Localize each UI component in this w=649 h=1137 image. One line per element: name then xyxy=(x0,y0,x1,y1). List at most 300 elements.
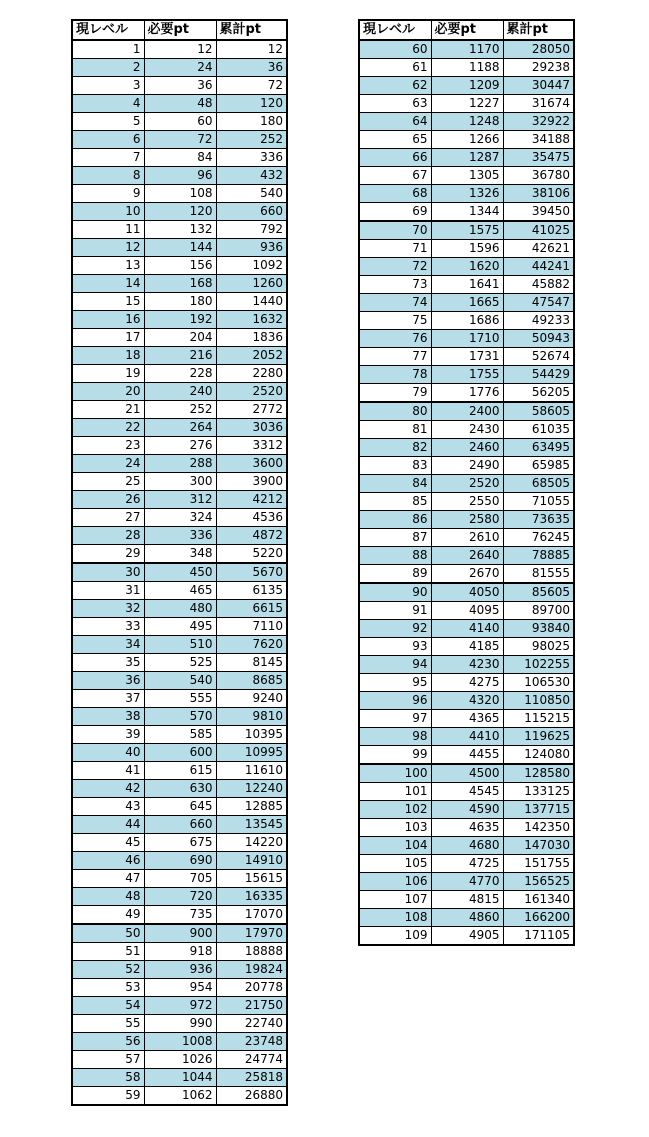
cell-required-pt: 180 xyxy=(144,293,216,311)
cell-level: 20 xyxy=(72,383,144,401)
cell-level: 12 xyxy=(72,239,144,257)
cell-cumulative-pt: 49233 xyxy=(503,312,574,330)
cell-cumulative-pt: 5670 xyxy=(216,563,287,582)
cell-cumulative-pt: 36 xyxy=(216,59,287,77)
cell-level: 103 xyxy=(359,819,431,837)
cell-cumulative-pt: 4536 xyxy=(216,509,287,527)
cell-required-pt: 216 xyxy=(144,347,216,365)
cell-cumulative-pt: 78885 xyxy=(503,547,574,565)
table-row xyxy=(359,529,574,547)
level-table-right-body xyxy=(359,40,574,945)
cell-level: 29 xyxy=(72,545,144,564)
cell-level: 44 xyxy=(72,816,144,834)
cell-cumulative-pt: 540 xyxy=(216,185,287,203)
cell-required-pt: 570 xyxy=(144,708,216,726)
cell-level: 77 xyxy=(359,348,431,366)
table-row xyxy=(72,1015,287,1033)
cell-cumulative-pt: 3312 xyxy=(216,437,287,455)
header-cumulative-pt: 累計pt xyxy=(503,20,574,40)
cell-cumulative-pt: 16335 xyxy=(216,888,287,906)
cell-level: 8 xyxy=(72,167,144,185)
cell-cumulative-pt: 54429 xyxy=(503,366,574,384)
cell-cumulative-pt: 3900 xyxy=(216,473,287,491)
table-row xyxy=(72,961,287,979)
cell-level: 96 xyxy=(359,692,431,710)
cell-cumulative-pt: 29238 xyxy=(503,59,574,77)
cell-level: 68 xyxy=(359,185,431,203)
table-row xyxy=(72,59,287,77)
table-row xyxy=(72,509,287,527)
cell-level: 90 xyxy=(359,583,431,602)
cell-cumulative-pt: 85605 xyxy=(503,583,574,602)
cell-level: 67 xyxy=(359,167,431,185)
table-row xyxy=(72,726,287,744)
cell-required-pt: 1227 xyxy=(431,95,503,113)
cell-cumulative-pt: 13545 xyxy=(216,816,287,834)
table-row xyxy=(359,746,574,765)
table-row xyxy=(359,59,574,77)
cell-cumulative-pt: 106530 xyxy=(503,674,574,692)
cell-required-pt: 735 xyxy=(144,906,216,925)
cell-cumulative-pt: 12240 xyxy=(216,780,287,798)
cell-level: 87 xyxy=(359,529,431,547)
cell-cumulative-pt: 12 xyxy=(216,40,287,59)
cell-cumulative-pt: 120 xyxy=(216,95,287,113)
cell-required-pt: 4635 xyxy=(431,819,503,837)
cell-required-pt: 4095 xyxy=(431,602,503,620)
header-level: 現レベル xyxy=(359,20,431,40)
table-row xyxy=(359,855,574,873)
table-row xyxy=(359,185,574,203)
cell-cumulative-pt: 23748 xyxy=(216,1033,287,1051)
cell-required-pt: 2580 xyxy=(431,511,503,529)
cell-cumulative-pt: 32922 xyxy=(503,113,574,131)
cell-required-pt: 954 xyxy=(144,979,216,997)
cell-required-pt: 2520 xyxy=(431,475,503,493)
cell-cumulative-pt: 72 xyxy=(216,77,287,95)
cell-cumulative-pt: 1836 xyxy=(216,329,287,347)
cell-cumulative-pt: 34188 xyxy=(503,131,574,149)
cell-level: 33 xyxy=(72,618,144,636)
table-row xyxy=(72,221,287,239)
table-row xyxy=(72,870,287,888)
table-row xyxy=(72,906,287,925)
cell-level: 106 xyxy=(359,873,431,891)
cell-cumulative-pt: 142350 xyxy=(503,819,574,837)
cell-required-pt: 36 xyxy=(144,77,216,95)
cell-level: 50 xyxy=(72,924,144,943)
table-row xyxy=(72,131,287,149)
table-row xyxy=(359,294,574,312)
cell-cumulative-pt: 39450 xyxy=(503,203,574,222)
cell-cumulative-pt: 89700 xyxy=(503,602,574,620)
cell-required-pt: 2400 xyxy=(431,402,503,421)
cell-cumulative-pt: 151755 xyxy=(503,855,574,873)
cell-required-pt: 156 xyxy=(144,257,216,275)
cell-required-pt: 600 xyxy=(144,744,216,762)
level-table-right xyxy=(358,19,575,946)
table-row xyxy=(72,1087,287,1106)
cell-level: 49 xyxy=(72,906,144,925)
cell-cumulative-pt: 792 xyxy=(216,221,287,239)
cell-required-pt: 690 xyxy=(144,852,216,870)
cell-cumulative-pt: 171105 xyxy=(503,927,574,946)
table-row xyxy=(72,1069,287,1087)
table-row xyxy=(72,618,287,636)
table-row xyxy=(359,203,574,222)
cell-cumulative-pt: 180 xyxy=(216,113,287,131)
cell-cumulative-pt: 252 xyxy=(216,131,287,149)
header-row xyxy=(359,20,574,40)
cell-level: 47 xyxy=(72,870,144,888)
table-row xyxy=(359,348,574,366)
cell-cumulative-pt: 7620 xyxy=(216,636,287,654)
table-row xyxy=(359,439,574,457)
cell-level: 66 xyxy=(359,149,431,167)
cell-level: 38 xyxy=(72,708,144,726)
cell-level: 21 xyxy=(72,401,144,419)
cell-level: 61 xyxy=(359,59,431,77)
table-row xyxy=(72,798,287,816)
cell-cumulative-pt: 110850 xyxy=(503,692,574,710)
cell-level: 105 xyxy=(359,855,431,873)
cell-level: 58 xyxy=(72,1069,144,1087)
cell-required-pt: 4770 xyxy=(431,873,503,891)
cell-cumulative-pt: 2052 xyxy=(216,347,287,365)
table-row xyxy=(359,493,574,511)
table-row xyxy=(359,366,574,384)
cell-required-pt: 615 xyxy=(144,762,216,780)
cell-required-pt: 72 xyxy=(144,131,216,149)
cell-required-pt: 2670 xyxy=(431,565,503,584)
cell-cumulative-pt: 14910 xyxy=(216,852,287,870)
cell-required-pt: 276 xyxy=(144,437,216,455)
cell-cumulative-pt: 6615 xyxy=(216,600,287,618)
cell-level: 91 xyxy=(359,602,431,620)
cell-level: 85 xyxy=(359,493,431,511)
cell-cumulative-pt: 41025 xyxy=(503,221,574,240)
table-row xyxy=(359,692,574,710)
cell-level: 34 xyxy=(72,636,144,654)
cell-required-pt: 1326 xyxy=(431,185,503,203)
cell-level: 19 xyxy=(72,365,144,383)
table-row xyxy=(72,365,287,383)
cell-required-pt: 1287 xyxy=(431,149,503,167)
table-row xyxy=(359,801,574,819)
cell-required-pt: 240 xyxy=(144,383,216,401)
cell-level: 102 xyxy=(359,801,431,819)
cell-cumulative-pt: 8685 xyxy=(216,672,287,690)
cell-level: 109 xyxy=(359,927,431,946)
cell-required-pt: 1248 xyxy=(431,113,503,131)
cell-required-pt: 252 xyxy=(144,401,216,419)
cell-required-pt: 525 xyxy=(144,654,216,672)
cell-level: 81 xyxy=(359,421,431,439)
cell-cumulative-pt: 12885 xyxy=(216,798,287,816)
cell-cumulative-pt: 137715 xyxy=(503,801,574,819)
cell-level: 92 xyxy=(359,620,431,638)
cell-cumulative-pt: 73635 xyxy=(503,511,574,529)
cell-cumulative-pt: 20778 xyxy=(216,979,287,997)
cell-required-pt: 1776 xyxy=(431,384,503,403)
cell-required-pt: 144 xyxy=(144,239,216,257)
cell-level: 43 xyxy=(72,798,144,816)
table-row xyxy=(359,710,574,728)
table-row xyxy=(72,203,287,221)
table-row xyxy=(72,167,287,185)
table-row xyxy=(359,149,574,167)
cell-level: 89 xyxy=(359,565,431,584)
table-row xyxy=(72,77,287,95)
cell-cumulative-pt: 124080 xyxy=(503,746,574,765)
header-required-pt: 必要pt xyxy=(431,20,503,40)
cell-level: 73 xyxy=(359,276,431,294)
cell-level: 24 xyxy=(72,455,144,473)
cell-required-pt: 228 xyxy=(144,365,216,383)
table-row xyxy=(72,113,287,131)
cell-required-pt: 4815 xyxy=(431,891,503,909)
table-row xyxy=(359,583,574,602)
table-row xyxy=(72,401,287,419)
cell-level: 79 xyxy=(359,384,431,403)
cell-required-pt: 2460 xyxy=(431,439,503,457)
cell-required-pt: 2640 xyxy=(431,547,503,565)
cell-cumulative-pt: 45882 xyxy=(503,276,574,294)
cell-required-pt: 264 xyxy=(144,419,216,437)
table-row xyxy=(72,690,287,708)
cell-cumulative-pt: 3600 xyxy=(216,455,287,473)
cell-required-pt: 24 xyxy=(144,59,216,77)
table-row xyxy=(72,149,287,167)
cell-cumulative-pt: 76245 xyxy=(503,529,574,547)
table-row xyxy=(72,239,287,257)
cell-level: 97 xyxy=(359,710,431,728)
table-row xyxy=(359,421,574,439)
table-row xyxy=(72,40,287,59)
table-row xyxy=(359,819,574,837)
cell-required-pt: 288 xyxy=(144,455,216,473)
cell-cumulative-pt: 2772 xyxy=(216,401,287,419)
cell-required-pt: 990 xyxy=(144,1015,216,1033)
cell-cumulative-pt: 52674 xyxy=(503,348,574,366)
cell-level: 100 xyxy=(359,764,431,783)
cell-required-pt: 1266 xyxy=(431,131,503,149)
table-row xyxy=(359,276,574,294)
table-row xyxy=(359,475,574,493)
table-row xyxy=(359,909,574,927)
cell-level: 13 xyxy=(72,257,144,275)
cell-required-pt: 1044 xyxy=(144,1069,216,1087)
level-table-left-body xyxy=(72,40,287,1105)
cell-level: 31 xyxy=(72,582,144,600)
table-row xyxy=(72,545,287,564)
cell-required-pt: 2550 xyxy=(431,493,503,511)
cell-cumulative-pt: 2280 xyxy=(216,365,287,383)
cell-level: 84 xyxy=(359,475,431,493)
cell-required-pt: 300 xyxy=(144,473,216,491)
cell-level: 42 xyxy=(72,780,144,798)
table-row xyxy=(72,383,287,401)
cell-required-pt: 450 xyxy=(144,563,216,582)
cell-cumulative-pt: 147030 xyxy=(503,837,574,855)
cell-required-pt: 1575 xyxy=(431,221,503,240)
table-row xyxy=(72,257,287,275)
cell-level: 95 xyxy=(359,674,431,692)
table-row xyxy=(359,602,574,620)
cell-cumulative-pt: 2520 xyxy=(216,383,287,401)
cell-level: 5 xyxy=(72,113,144,131)
table-row xyxy=(359,312,574,330)
cell-required-pt: 4410 xyxy=(431,728,503,746)
cell-level: 108 xyxy=(359,909,431,927)
table-row xyxy=(72,329,287,347)
table-row xyxy=(72,672,287,690)
cell-cumulative-pt: 936 xyxy=(216,239,287,257)
table-row xyxy=(359,783,574,801)
table-row xyxy=(72,762,287,780)
cell-cumulative-pt: 128580 xyxy=(503,764,574,783)
cell-level: 45 xyxy=(72,834,144,852)
table-row xyxy=(359,77,574,95)
cell-required-pt: 510 xyxy=(144,636,216,654)
cell-required-pt: 2610 xyxy=(431,529,503,547)
cell-level: 11 xyxy=(72,221,144,239)
table-row xyxy=(359,728,574,746)
cell-cumulative-pt: 65985 xyxy=(503,457,574,475)
cell-required-pt: 96 xyxy=(144,167,216,185)
cell-required-pt: 60 xyxy=(144,113,216,131)
cell-required-pt: 204 xyxy=(144,329,216,347)
cell-level: 56 xyxy=(72,1033,144,1051)
cell-level: 65 xyxy=(359,131,431,149)
table-row xyxy=(359,131,574,149)
cell-required-pt: 4590 xyxy=(431,801,503,819)
table-row xyxy=(72,600,287,618)
cell-required-pt: 48 xyxy=(144,95,216,113)
table-row xyxy=(72,311,287,329)
cell-required-pt: 84 xyxy=(144,149,216,167)
cell-cumulative-pt: 93840 xyxy=(503,620,574,638)
cell-cumulative-pt: 47547 xyxy=(503,294,574,312)
table-row xyxy=(72,95,287,113)
cell-cumulative-pt: 166200 xyxy=(503,909,574,927)
table-row xyxy=(72,979,287,997)
cell-cumulative-pt: 4872 xyxy=(216,527,287,545)
cell-cumulative-pt: 50943 xyxy=(503,330,574,348)
cell-cumulative-pt: 58605 xyxy=(503,402,574,421)
table-row xyxy=(72,708,287,726)
cell-cumulative-pt: 30447 xyxy=(503,77,574,95)
cell-level: 82 xyxy=(359,439,431,457)
table-row xyxy=(359,656,574,674)
cell-cumulative-pt: 8145 xyxy=(216,654,287,672)
cell-required-pt: 4230 xyxy=(431,656,503,674)
cell-required-pt: 4905 xyxy=(431,927,503,946)
cell-required-pt: 1305 xyxy=(431,167,503,185)
header-level: 現レベル xyxy=(72,20,144,40)
cell-required-pt: 1641 xyxy=(431,276,503,294)
cell-level: 26 xyxy=(72,491,144,509)
cell-level: 2 xyxy=(72,59,144,77)
cell-required-pt: 2490 xyxy=(431,457,503,475)
table-row xyxy=(72,437,287,455)
table-row xyxy=(72,455,287,473)
table-row xyxy=(72,185,287,203)
table-row xyxy=(72,924,287,943)
cell-cumulative-pt: 42621 xyxy=(503,240,574,258)
cell-cumulative-pt: 1632 xyxy=(216,311,287,329)
cell-required-pt: 2430 xyxy=(431,421,503,439)
cell-level: 14 xyxy=(72,275,144,293)
cell-required-pt: 1731 xyxy=(431,348,503,366)
cell-level: 30 xyxy=(72,563,144,582)
table-row xyxy=(72,654,287,672)
cell-level: 35 xyxy=(72,654,144,672)
cell-level: 3 xyxy=(72,77,144,95)
table-row xyxy=(359,638,574,656)
cell-level: 28 xyxy=(72,527,144,545)
cell-level: 74 xyxy=(359,294,431,312)
cell-cumulative-pt: 56205 xyxy=(503,384,574,403)
table-row xyxy=(359,674,574,692)
table-row xyxy=(72,347,287,365)
cell-cumulative-pt: 36780 xyxy=(503,167,574,185)
cell-cumulative-pt: 21750 xyxy=(216,997,287,1015)
cell-cumulative-pt: 6135 xyxy=(216,582,287,600)
cell-cumulative-pt: 1092 xyxy=(216,257,287,275)
cell-level: 88 xyxy=(359,547,431,565)
cell-required-pt: 1665 xyxy=(431,294,503,312)
cell-cumulative-pt: 660 xyxy=(216,203,287,221)
cell-cumulative-pt: 10395 xyxy=(216,726,287,744)
cell-required-pt: 900 xyxy=(144,924,216,943)
cell-required-pt: 4320 xyxy=(431,692,503,710)
cell-required-pt: 465 xyxy=(144,582,216,600)
cell-level: 48 xyxy=(72,888,144,906)
cell-cumulative-pt: 63495 xyxy=(503,439,574,457)
table-row xyxy=(72,997,287,1015)
table-row xyxy=(72,888,287,906)
cell-required-pt: 4680 xyxy=(431,837,503,855)
cell-cumulative-pt: 17970 xyxy=(216,924,287,943)
cell-required-pt: 348 xyxy=(144,545,216,564)
cell-required-pt: 336 xyxy=(144,527,216,545)
cell-required-pt: 555 xyxy=(144,690,216,708)
table-row xyxy=(72,1051,287,1069)
cell-required-pt: 645 xyxy=(144,798,216,816)
table-row xyxy=(359,927,574,946)
cell-level: 22 xyxy=(72,419,144,437)
cell-level: 64 xyxy=(359,113,431,131)
cell-level: 62 xyxy=(359,77,431,95)
cell-level: 4 xyxy=(72,95,144,113)
cell-required-pt: 4500 xyxy=(431,764,503,783)
cell-required-pt: 1710 xyxy=(431,330,503,348)
cell-level: 83 xyxy=(359,457,431,475)
table-row xyxy=(72,636,287,654)
cell-level: 75 xyxy=(359,312,431,330)
cell-level: 36 xyxy=(72,672,144,690)
cell-level: 72 xyxy=(359,258,431,276)
cell-level: 18 xyxy=(72,347,144,365)
cell-cumulative-pt: 25818 xyxy=(216,1069,287,1087)
cell-cumulative-pt: 102255 xyxy=(503,656,574,674)
table-row xyxy=(359,891,574,909)
cell-cumulative-pt: 22740 xyxy=(216,1015,287,1033)
cell-required-pt: 4725 xyxy=(431,855,503,873)
cell-level: 9 xyxy=(72,185,144,203)
cell-cumulative-pt: 1440 xyxy=(216,293,287,311)
